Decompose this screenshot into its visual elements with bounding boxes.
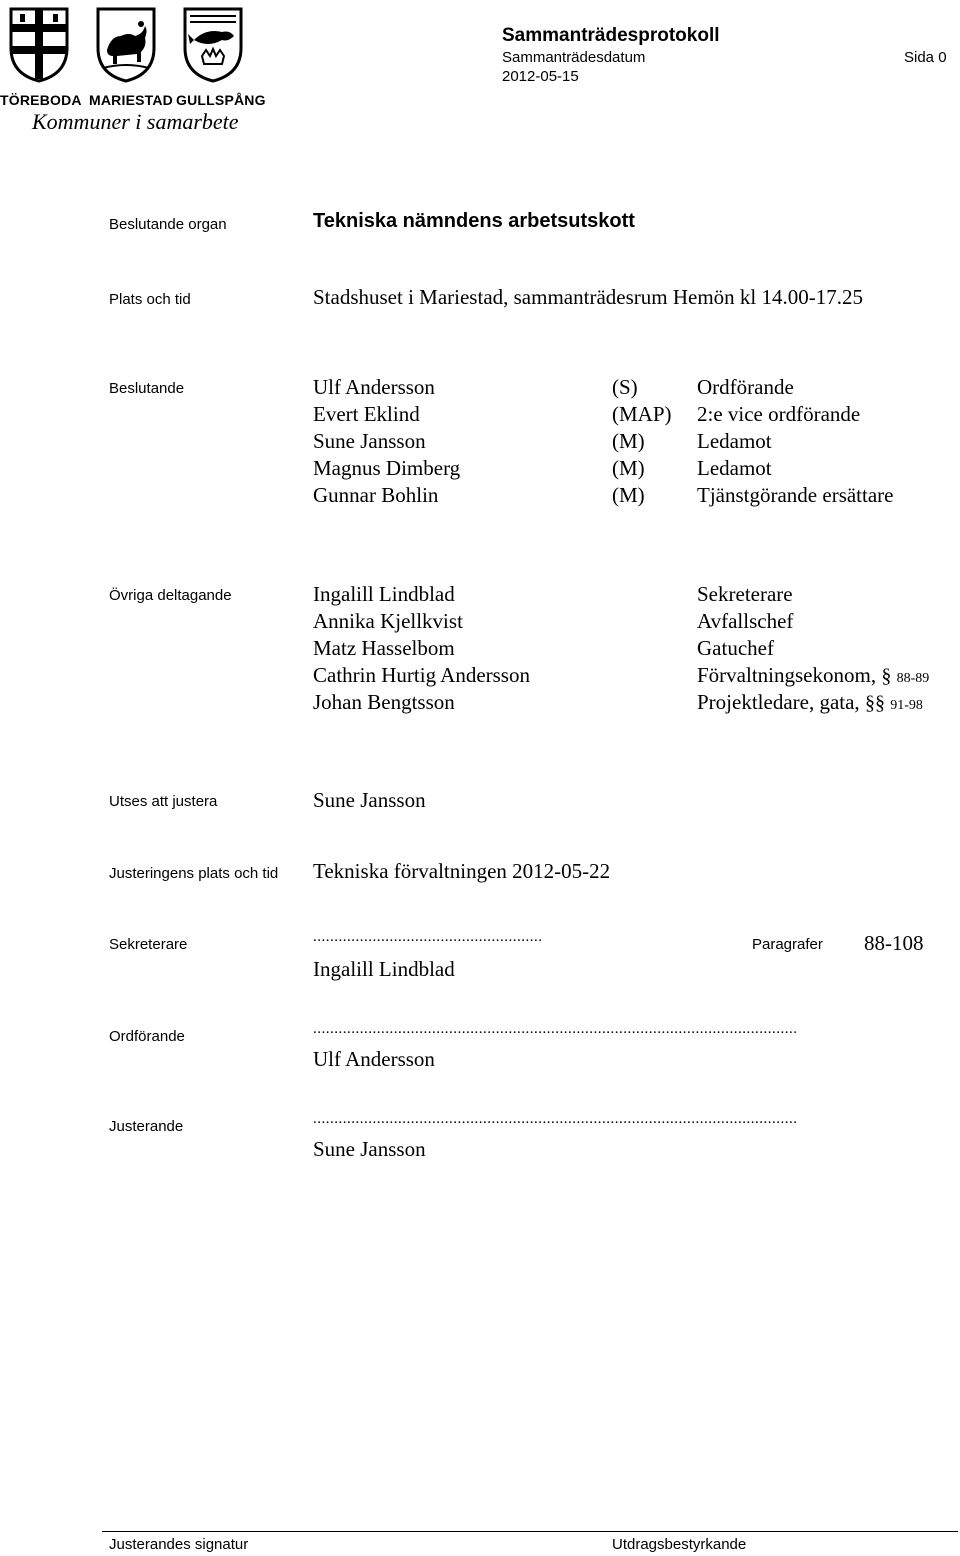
member-names — [313, 374, 460, 509]
member-role: 2:e vice ordförande — [697, 402, 861, 426]
paragraph-ref: 91-98 — [890, 698, 923, 713]
member-name: Sune Jansson — [313, 429, 426, 453]
logo-tagline: Kommuner i samarbete — [32, 109, 239, 134]
member-name: Evert Eklind — [313, 402, 420, 426]
member-role: Ordförande — [697, 375, 794, 399]
footer-certification-label: Utdragsbestyrkande — [612, 1536, 747, 1553]
chair-name: Ulf Andersson — [313, 1047, 435, 1071]
adjusting-name: Sune Jansson — [313, 1137, 426, 1161]
chair-signature-line: .................................................................................................................. — [313, 1021, 798, 1037]
participant-role: Förvaltningsekonom, — [697, 663, 877, 687]
paragraphs-label: Paragrafer — [752, 936, 823, 953]
participant-names — [313, 581, 530, 716]
page-number: Sida 0 — [904, 49, 947, 66]
member-role: Ledamot — [697, 429, 772, 453]
mariestad-crest-icon — [95, 6, 157, 84]
participant-role: Sekreterare — [697, 582, 793, 606]
member-party: (MAP) — [612, 402, 672, 426]
gullspang-crest-icon — [182, 6, 244, 84]
organ-label: Beslutande organ — [109, 216, 227, 233]
member-parties — [612, 374, 672, 509]
meeting-date-label: Sammanträdesdatum — [502, 49, 646, 66]
participant-name: Cathrin Hurtig Andersson — [313, 663, 530, 687]
adjust-place-value: Tekniska förvaltningen 2012-05-22 — [313, 859, 611, 883]
participant-role: Gatuchef — [697, 636, 774, 660]
chair-label: Ordförande — [109, 1028, 185, 1045]
participant-name: Ingalill Lindblad — [313, 582, 455, 606]
others-label: Övriga deltagande — [109, 587, 232, 604]
member-party: (M) — [612, 483, 645, 507]
place-label: Plats och tid — [109, 291, 191, 308]
footer-divider — [102, 1531, 958, 1532]
participant-role: Avfallschef — [697, 609, 794, 633]
paragraphs-value: 88-108 — [864, 931, 924, 955]
participant-name: Matz Hasselbom — [313, 636, 455, 660]
adjuster-label: Utses att justera — [109, 793, 218, 810]
deciding-label: Beslutande — [109, 380, 185, 397]
adjusting-label: Justerande — [109, 1118, 184, 1135]
member-name: Ulf Andersson — [313, 375, 435, 399]
member-name: Gunnar Bohlin — [313, 483, 439, 507]
secretary-label: Sekreterare — [109, 936, 188, 953]
participant-row-paragraph — [697, 662, 929, 689]
municipality-gullspang: GULLSPÅNG — [176, 92, 266, 108]
organ-value: Tekniska nämndens arbetsutskott — [313, 210, 635, 232]
adjusting-signature-line: .................................................................................................................. — [313, 1111, 798, 1127]
member-role: Ledamot — [697, 456, 772, 480]
member-party: (S) — [612, 375, 638, 399]
paragraph-symbol: §§ — [864, 692, 885, 714]
paragraph-ref: 88-89 — [896, 671, 930, 686]
secretary-name: Ingalill Lindblad — [313, 957, 455, 981]
member-role: Tjänstgörande ersättare — [697, 483, 894, 507]
place-value: Stadshuset i Mariestad, sammanträdesrum Hemön kl 14.00-17.25 — [313, 285, 863, 309]
participant-name: Johan Bengtsson — [313, 690, 455, 714]
member-roles — [697, 374, 894, 509]
toreboda-crest-icon — [8, 6, 70, 84]
participant-role: Projektledare, gata, — [697, 690, 860, 714]
meeting-date: 2012-05-15 — [502, 68, 579, 85]
paragraph-symbol: § — [881, 665, 892, 687]
document-title: Sammanträdesprotokoll — [502, 25, 720, 46]
participant-row-paragraph — [697, 689, 929, 716]
participant-roles — [697, 581, 929, 716]
member-party: (M) — [612, 429, 645, 453]
member-name: Magnus Dimberg — [313, 456, 461, 480]
municipality-toreboda: TÖREBODA — [0, 92, 82, 108]
member-party: (M) — [612, 456, 645, 480]
secretary-signature-line: ...................................................... — [313, 929, 543, 945]
adjust-place-label: Justeringens plats och tid — [109, 865, 279, 882]
adjuster-value: Sune Jansson — [313, 788, 426, 812]
footer-signature-label: Justerandes signatur — [109, 1536, 249, 1553]
participant-name: Annika Kjellkvist — [313, 609, 463, 633]
municipality-mariestad: MARIESTAD — [89, 92, 173, 108]
